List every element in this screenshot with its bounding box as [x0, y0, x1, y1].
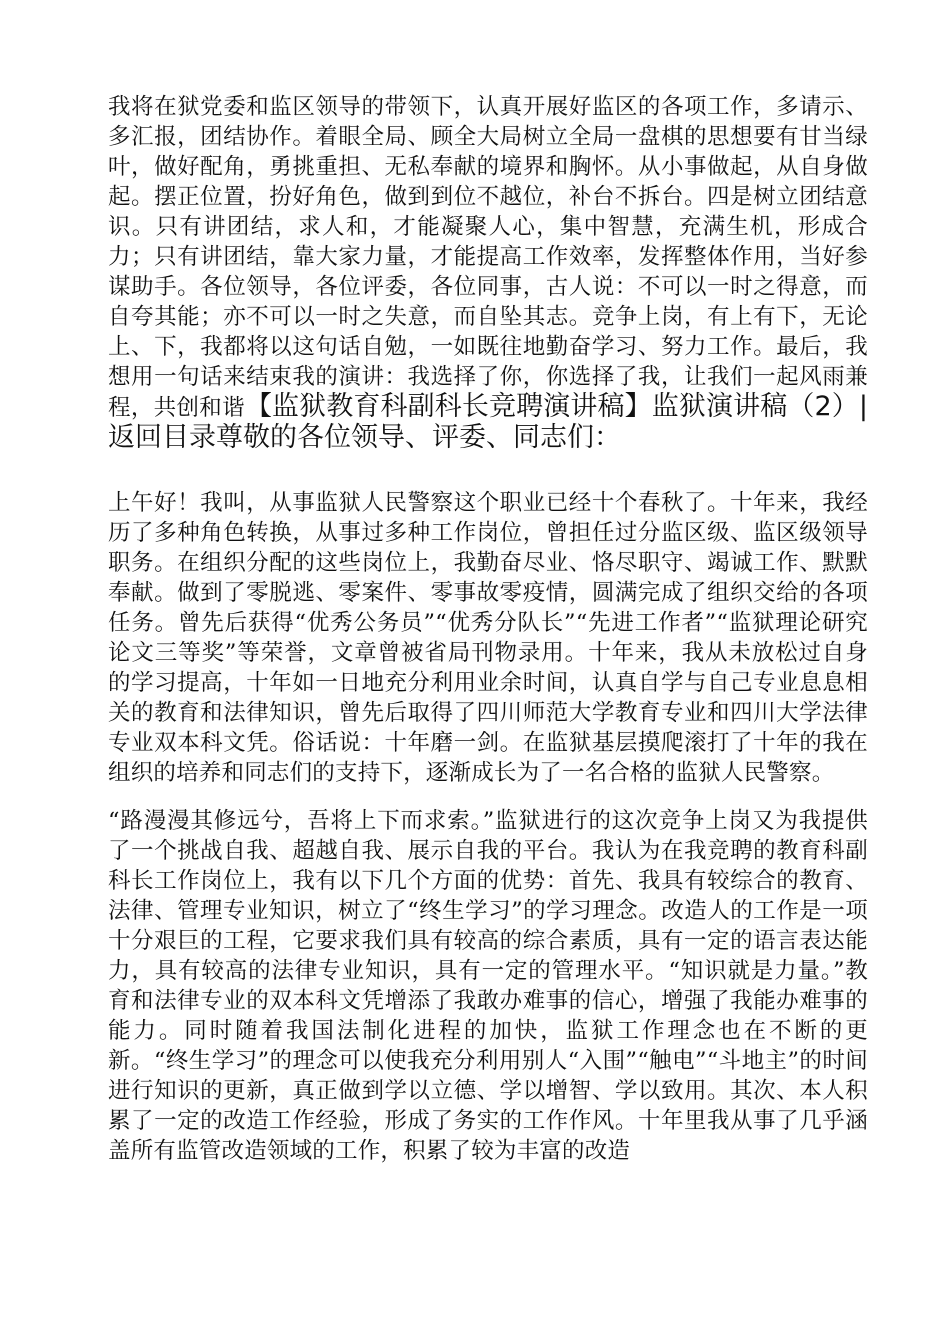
speech-paragraph-1 — [108, 92, 868, 454]
section-heading: 【监狱教育科副科长竞聘演讲稿】监狱演讲稿（2）|返回目录尊敬的各位领导、评委、同志们： — [108, 391, 868, 453]
speech-paragraph-1-text: 我将在狱党委和监区领导的带领下，认真开展好监区的各项工作，多请示、多汇报，团结协作。着眼全局、顾全大局树立全局一盘棋的思想要有甘当绿叶，做好配角，勇挑重担、无私奉献的境界和胸怀。从小事做起，从自身做起。摆正位置，扮好角色，做到到位不越位，补台不拆台。四是树立团结意识。只有讲团结，求人和，才能凝聚人心，集中智慧，充满生机，形成合力；只有讲团结，靠大家力量，才能提高工作效率，发挥整体作用，当好参谋助手。各位领导，各位评委，各位同事，古人说：不可以一时之得意，而自夸其能；亦不可以一时之失意，而自坠其志。竞争上岗，有上有下，无论上、下，我都将以这句话自勉，一如既往地勤奋学习、努力工作。最后，我想用一句话来结束我的演讲：我选择了你，你选择了我，让我们一起风雨兼程，共创和谐 — [108, 94, 868, 421]
speech-paragraph-2: 上午好！我叫，从事监狱人民警察这个职业已经十个春秋了。十年来，我经历了多种角色转换，从事过多种工作岗位，曾担任过分监区级、监区级领导职务。在组织分配的这些岗位上，我勤奋尽业、恪尽职守、竭诚工作、默默奉献。做到了零脱逃、零案件、零事故零疫情，圆满完成了组织交给的各项任务。曾先后获得“优秀公务员”“优秀分队长”“先进工作者”“监狱理论研究论文三等奖”等荣誉，文章曾被省局刊物录用。十年来，我从未放松过自身的学习提高，十年如一日地充分利用业余时间，认真自学与自己专业息息相关的教育和法律知识，曾先后取得了四川师范大学教育专业和四川大学法律专业双本科文凭。俗话说：十年磨一剑。在监狱基层摸爬滚打了十年的我在组织的培养和同志们的支持下，逐渐成长为了一名合格的监狱人民警察。 — [108, 490, 868, 786]
speech-paragraph-3: “路漫漫其修远兮，吾将上下而求索。”监狱进行的这次竞争上岗又为我提供了一个挑战自我、超越自我、展示自我的平台。我认为在我竞聘的教育科副科长工作岗位上，我有以下几个方面的优势：首先、我具有较综合的教育、法律、管理专业知识，树立了“终生学习”的学习理念。改造人的工作是一项十分艰巨的工程，它要求我们具有较高的综合素质，具有一定的语言表达能力，具有较高的法律专业知识，具有一定的管理水平。“知识就是力量。”教育和法律专业的双本科文凭增添了我敢办难事的信心，增强了我能办难事的能力。同时随着我国法制化进程的加快，监狱工作理念也在不断的更新。“终生学习”的理念可以使我充分利用别人“入围”“触电”“斗地主”的时间进行知识的更新，真正做到学以立德、学以增智、学以致用。其次、本人积累了一定的改造工作经验，形成了务实的工作作风。十年里我从事了几乎涵盖所有监管改造领域的工作，积累了较为丰富的改造 — [108, 808, 868, 1164]
